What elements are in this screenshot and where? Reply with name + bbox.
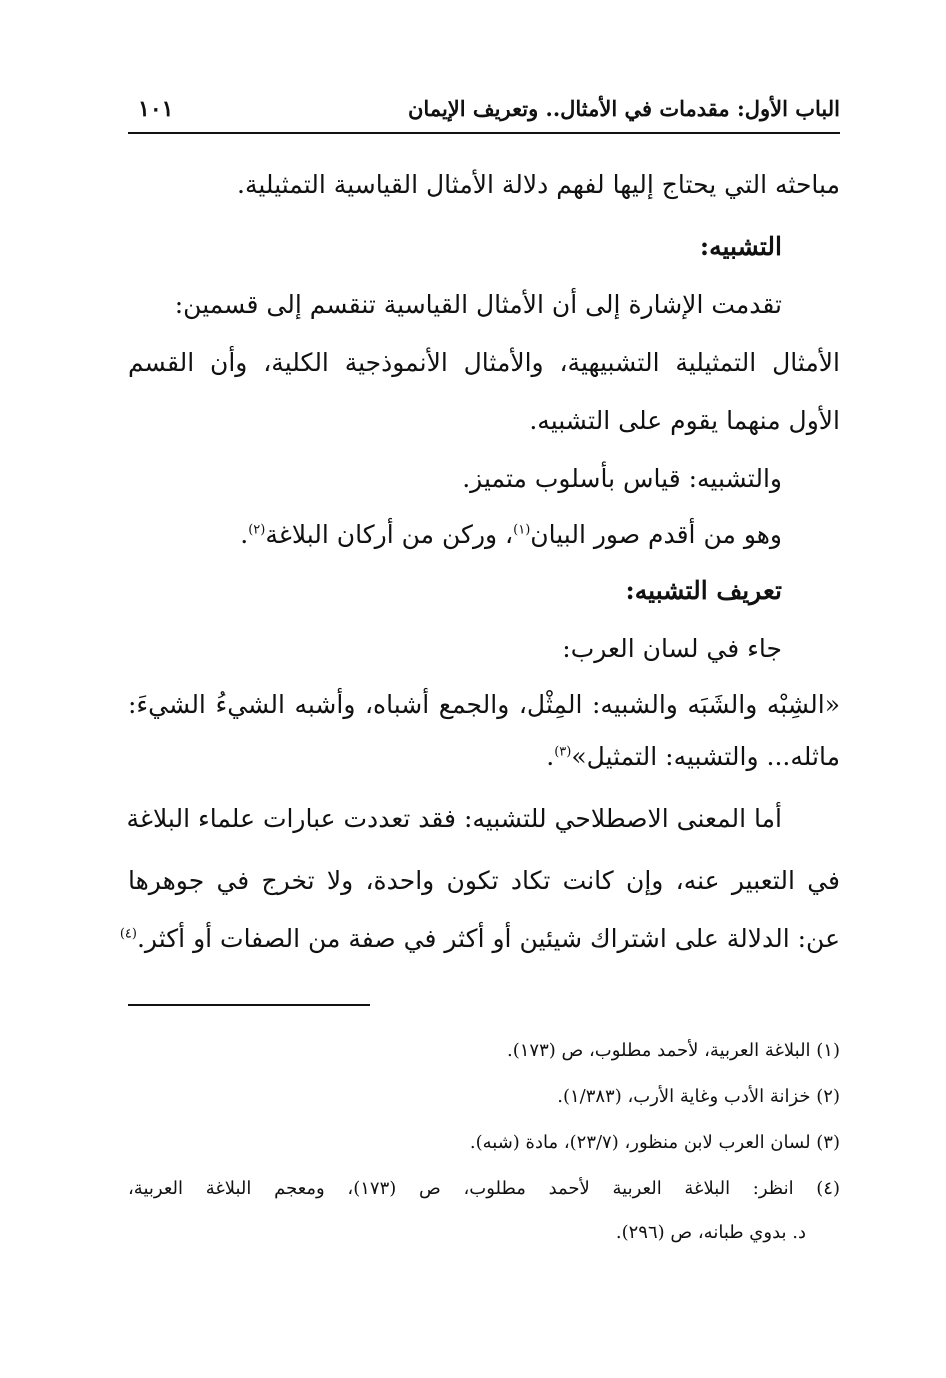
footnote-ref-3: (٣)	[554, 744, 572, 760]
body-line-14-text: عن: الدلالة على اشتراك شيئين أو أكثر في صفة من الصفات أو أكثر.	[136, 924, 840, 953]
body-line-1: مباحثه التي يحتاج إليها لفهم دلالة الأمثال القياسية التمثيلية.	[237, 170, 840, 199]
running-header	[128, 96, 840, 136]
body-line-12: أما المعنى الاصطلاحي للتشبيه: فقد تعددت عبارات علماء البلاغة	[126, 804, 782, 833]
body-line-5: الأول منهما يقوم على التشبيه.	[529, 406, 840, 435]
footnote-4-continued: د. بدوي طبانه، ص (٢٩٦).	[615, 1222, 806, 1243]
chapter-title: الباب الأول: مقدمات في الأمثال.. وتعريف الإيمان	[408, 96, 840, 121]
body-line-7-text-b: ، وركن من أركان البلاغة	[265, 520, 514, 549]
footnote-ref-2: (٢)	[248, 522, 266, 538]
body-line-3: تقدمت الإشارة إلى أن الأمثال القياسية تنقسم إلى قسمين:	[174, 290, 782, 319]
body-line-13: في التعبير عنه، وإن كانت تكاد تكون واحدة، ولا تخرج في جوهرها	[128, 866, 840, 895]
footnote-3: (٣) لسان العرب لابن منظور، (٢٣/٧)، مادة (شبه).	[469, 1132, 840, 1153]
body-line-4: الأمثال التمثيلية التشبيهية، والأمثال الأنموذجية الكلية، وأن القسم	[128, 348, 840, 377]
header-rule	[128, 132, 840, 134]
footnote-ref-4: (٤)	[119, 926, 137, 942]
body-line-6: والتشبيه: قياس بأسلوب متميز.	[462, 464, 782, 493]
body-line-7-text-c: .	[240, 520, 249, 549]
quote-line-11-text: ماثله... والتشبيه: التمثيل»	[571, 742, 840, 771]
footnote-2: (٢) خزانة الأدب وغاية الأرب، (١/٣٨٣).	[557, 1086, 840, 1107]
footnote-1: (١) البلاغة العربية، لأحمد مطلوب، ص (١٧٣).	[507, 1040, 840, 1061]
body-line-7-text-a: وهو من أقدم صور البيان	[530, 520, 782, 549]
quote-line-11-end: .	[546, 742, 555, 771]
heading-tashbih-definition: تعريف التشبيه:	[625, 576, 782, 605]
body-line-9: جاء في لسان العرب:	[562, 634, 782, 663]
footnote-ref-1: (١)	[513, 522, 531, 538]
footnote-separator	[128, 1004, 370, 1006]
footnote-4: (٤) انظر: البلاغة العربية لأحمد مطلوب، ص (١٧٣)، ومعجم البلاغة العربية،	[128, 1178, 840, 1199]
body-line-7	[240, 520, 782, 550]
heading-tashbih: التشبيه:	[699, 232, 782, 261]
quote-line-11	[546, 742, 840, 772]
quote-line-10: «الشِبْه والشَبَه والشبيه: المِثْل، والجمع أشباه، وأشبه الشيءُ الشيءَ:	[128, 690, 840, 719]
body-line-14	[120, 924, 840, 954]
page-number: ١٠١	[138, 96, 174, 122]
